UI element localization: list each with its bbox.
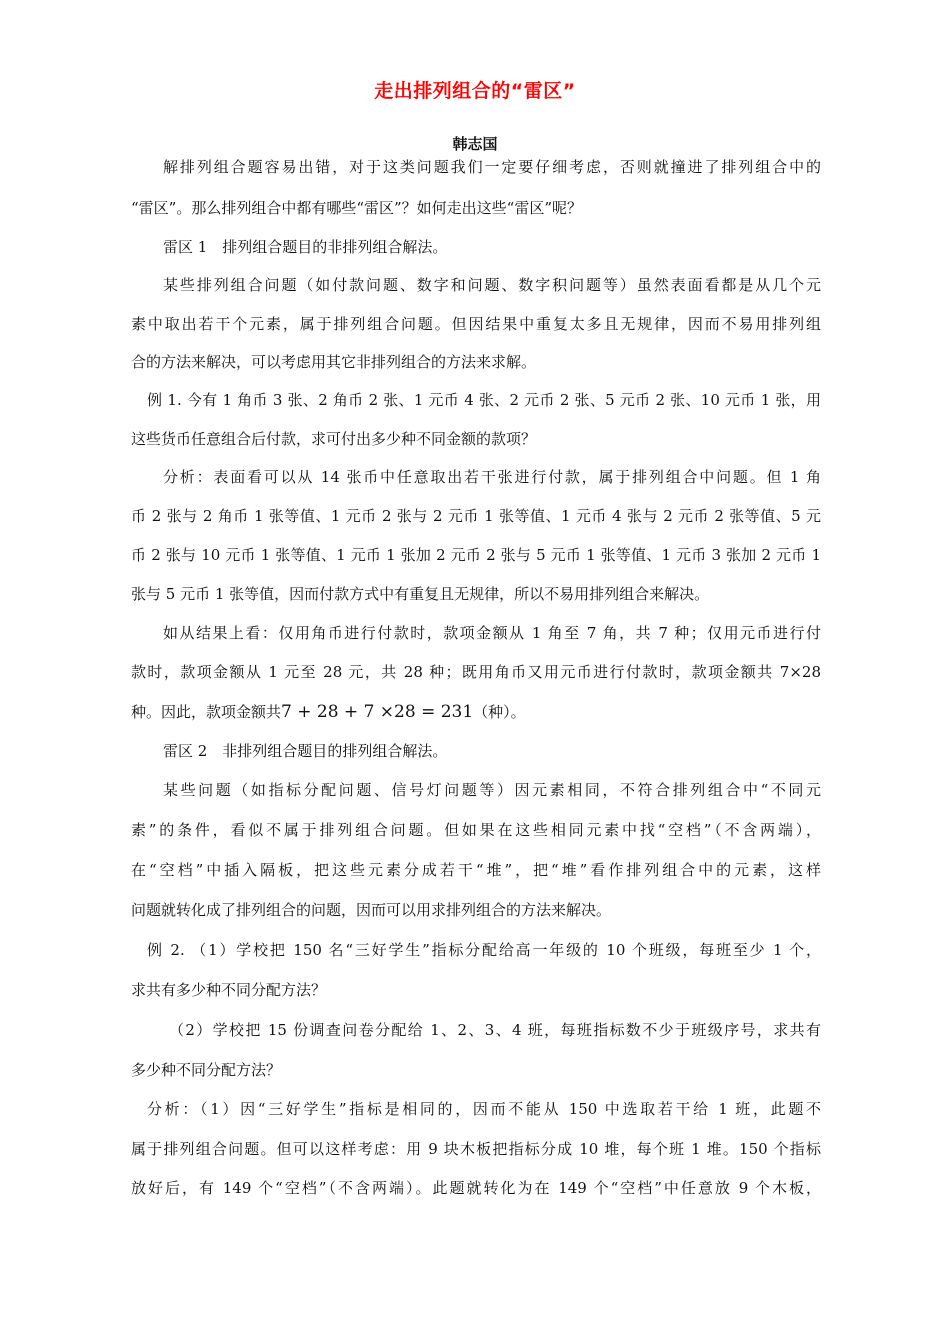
paragraph-line: 合的方法来解决，可以考虑用其它非排列组合的方法来求解。 — [131, 353, 537, 371]
paragraph-line: 分析：表面看可以从 14 张币中任意取出若干张进行付款，属于排列组合中问题。但 1 角 — [163, 468, 821, 486]
paragraph-line: 如从结果上看：仅用角币进行付款时，款项金额从 1 角至 7 角，共 7 种；仅用元币进行付 — [163, 624, 821, 642]
paragraph-line: 币 2 张与 2 角币 1 张等值、1 元币 2 张与 2 元币 1 张等值、1 元币 4 张与 2 元币 2 张等值、5 元 — [131, 507, 821, 525]
paragraph-line: 放好后，有 149 个“空档”（不含两端）。此题就转化为在 149 个“空档”中任意放 9 个木板， — [131, 1179, 821, 1197]
paragraph-line: 多少种不同分配方法？ — [131, 1061, 282, 1079]
paragraph-line — [131, 152, 821, 182]
paragraph-line: 素”的条件，看似不属于排列组合问题。但如果在这些相同元素中找“空档”（不含两端）， — [131, 821, 821, 839]
paragraph-line: 属于排列组合问题。但可以这样考虑：用 9 块木板把指标分成 10 堆，每个班 1 堆。150 个指标 — [131, 1140, 821, 1158]
paragraph-line: 某些问题（如指标分配问题、信号灯问题等）因元素相同，不符合排列组合中“不同元 — [163, 781, 821, 799]
example-line: 例 2. （1）学校把 150 名“三好学生”指标分配给高一年级的 10 个班级，每班至少 1 个， — [147, 941, 821, 959]
line-text: 种。因此，款项金额共 — [131, 703, 282, 721]
author-name: 韩志国 — [452, 135, 498, 153]
paragraph-line: “雷区”。那么排列组合中都有哪些“雷区”？如何走出这些“雷区”呢？ — [131, 199, 583, 217]
paragraph-line: 分析：（1）因“三好学生”指标是相同的，因而不能从 150 中选取若干给 1 班，此题不 — [147, 1100, 821, 1118]
paragraph-line: 张与 5 元币 1 张等值，因而付款方式中有重复且无规律，所以不易用排列组合来解决。 — [131, 585, 710, 603]
example-line: 例 1. 今有 1 角币 3 张、2 角币 2 张、1 元币 4 张、2 元币 2 张、5 元币 2 张、10 元币 1 张，用 — [147, 391, 821, 409]
paragraph-line: 在“空档”中插入隔板，把这些元素分成若干“堆”，把“堆”看作排列组合中的元素，这样 — [131, 861, 821, 879]
equation: 7 + 28 + 7 ×28 = 231 — [281, 702, 474, 722]
paragraph-line: 币 2 张与 10 元币 1 张等值、1 元币 1 张加 2 元币 2 张与 5 元币 1 张等值、1 元币 3 张加 2 元币 1 — [131, 546, 821, 564]
paragraph-line: 这些货币任意组合后付款，求可付出多少种不同金额的款项？ — [131, 430, 537, 448]
paragraph-line: 素中取出若干个元素，属于排列组合问题。但因结果中重复太多且无规律，因而不易用排列组 — [131, 315, 821, 333]
paragraph-line: 问题就转化成了排列组合的问题，因而可以用求排列组合的方法来解决。 — [131, 901, 612, 919]
section-heading: 雷区 1 排列组合题目的非排列组合解法。 — [163, 238, 448, 256]
paragraph-line: （2）学校把 15 份调查问卷分配给 1、2、3、4 班，每班指标数不少于班级序号，求共有 — [169, 1021, 821, 1039]
paragraph-line: 款时，款项金额从 1 元至 28 元，共 28 种；既用角币又用元币进行付款时，款项金额共 7×28 — [131, 663, 821, 681]
section-heading: 雷区 2 非排列组合题目的排列组合解法。 — [163, 742, 448, 760]
document-title: 走出排列组合的“雷区” — [374, 80, 576, 102]
paragraph-line: 求共有多少种不同分配方法？ — [131, 981, 327, 999]
paragraph-line: 某些排列组合问题（如付款问题、数字和问题、数字积问题等）虽然表面看都是从几个元 — [163, 276, 821, 294]
paragraph-line-with-equation — [131, 697, 821, 727]
line-text: 解排列组合题容易出错，对于这类问题我们一定要仔细考虑，否则就撞进了排列组合中的 — [163, 158, 821, 176]
line-text: （种）。 — [473, 703, 526, 721]
